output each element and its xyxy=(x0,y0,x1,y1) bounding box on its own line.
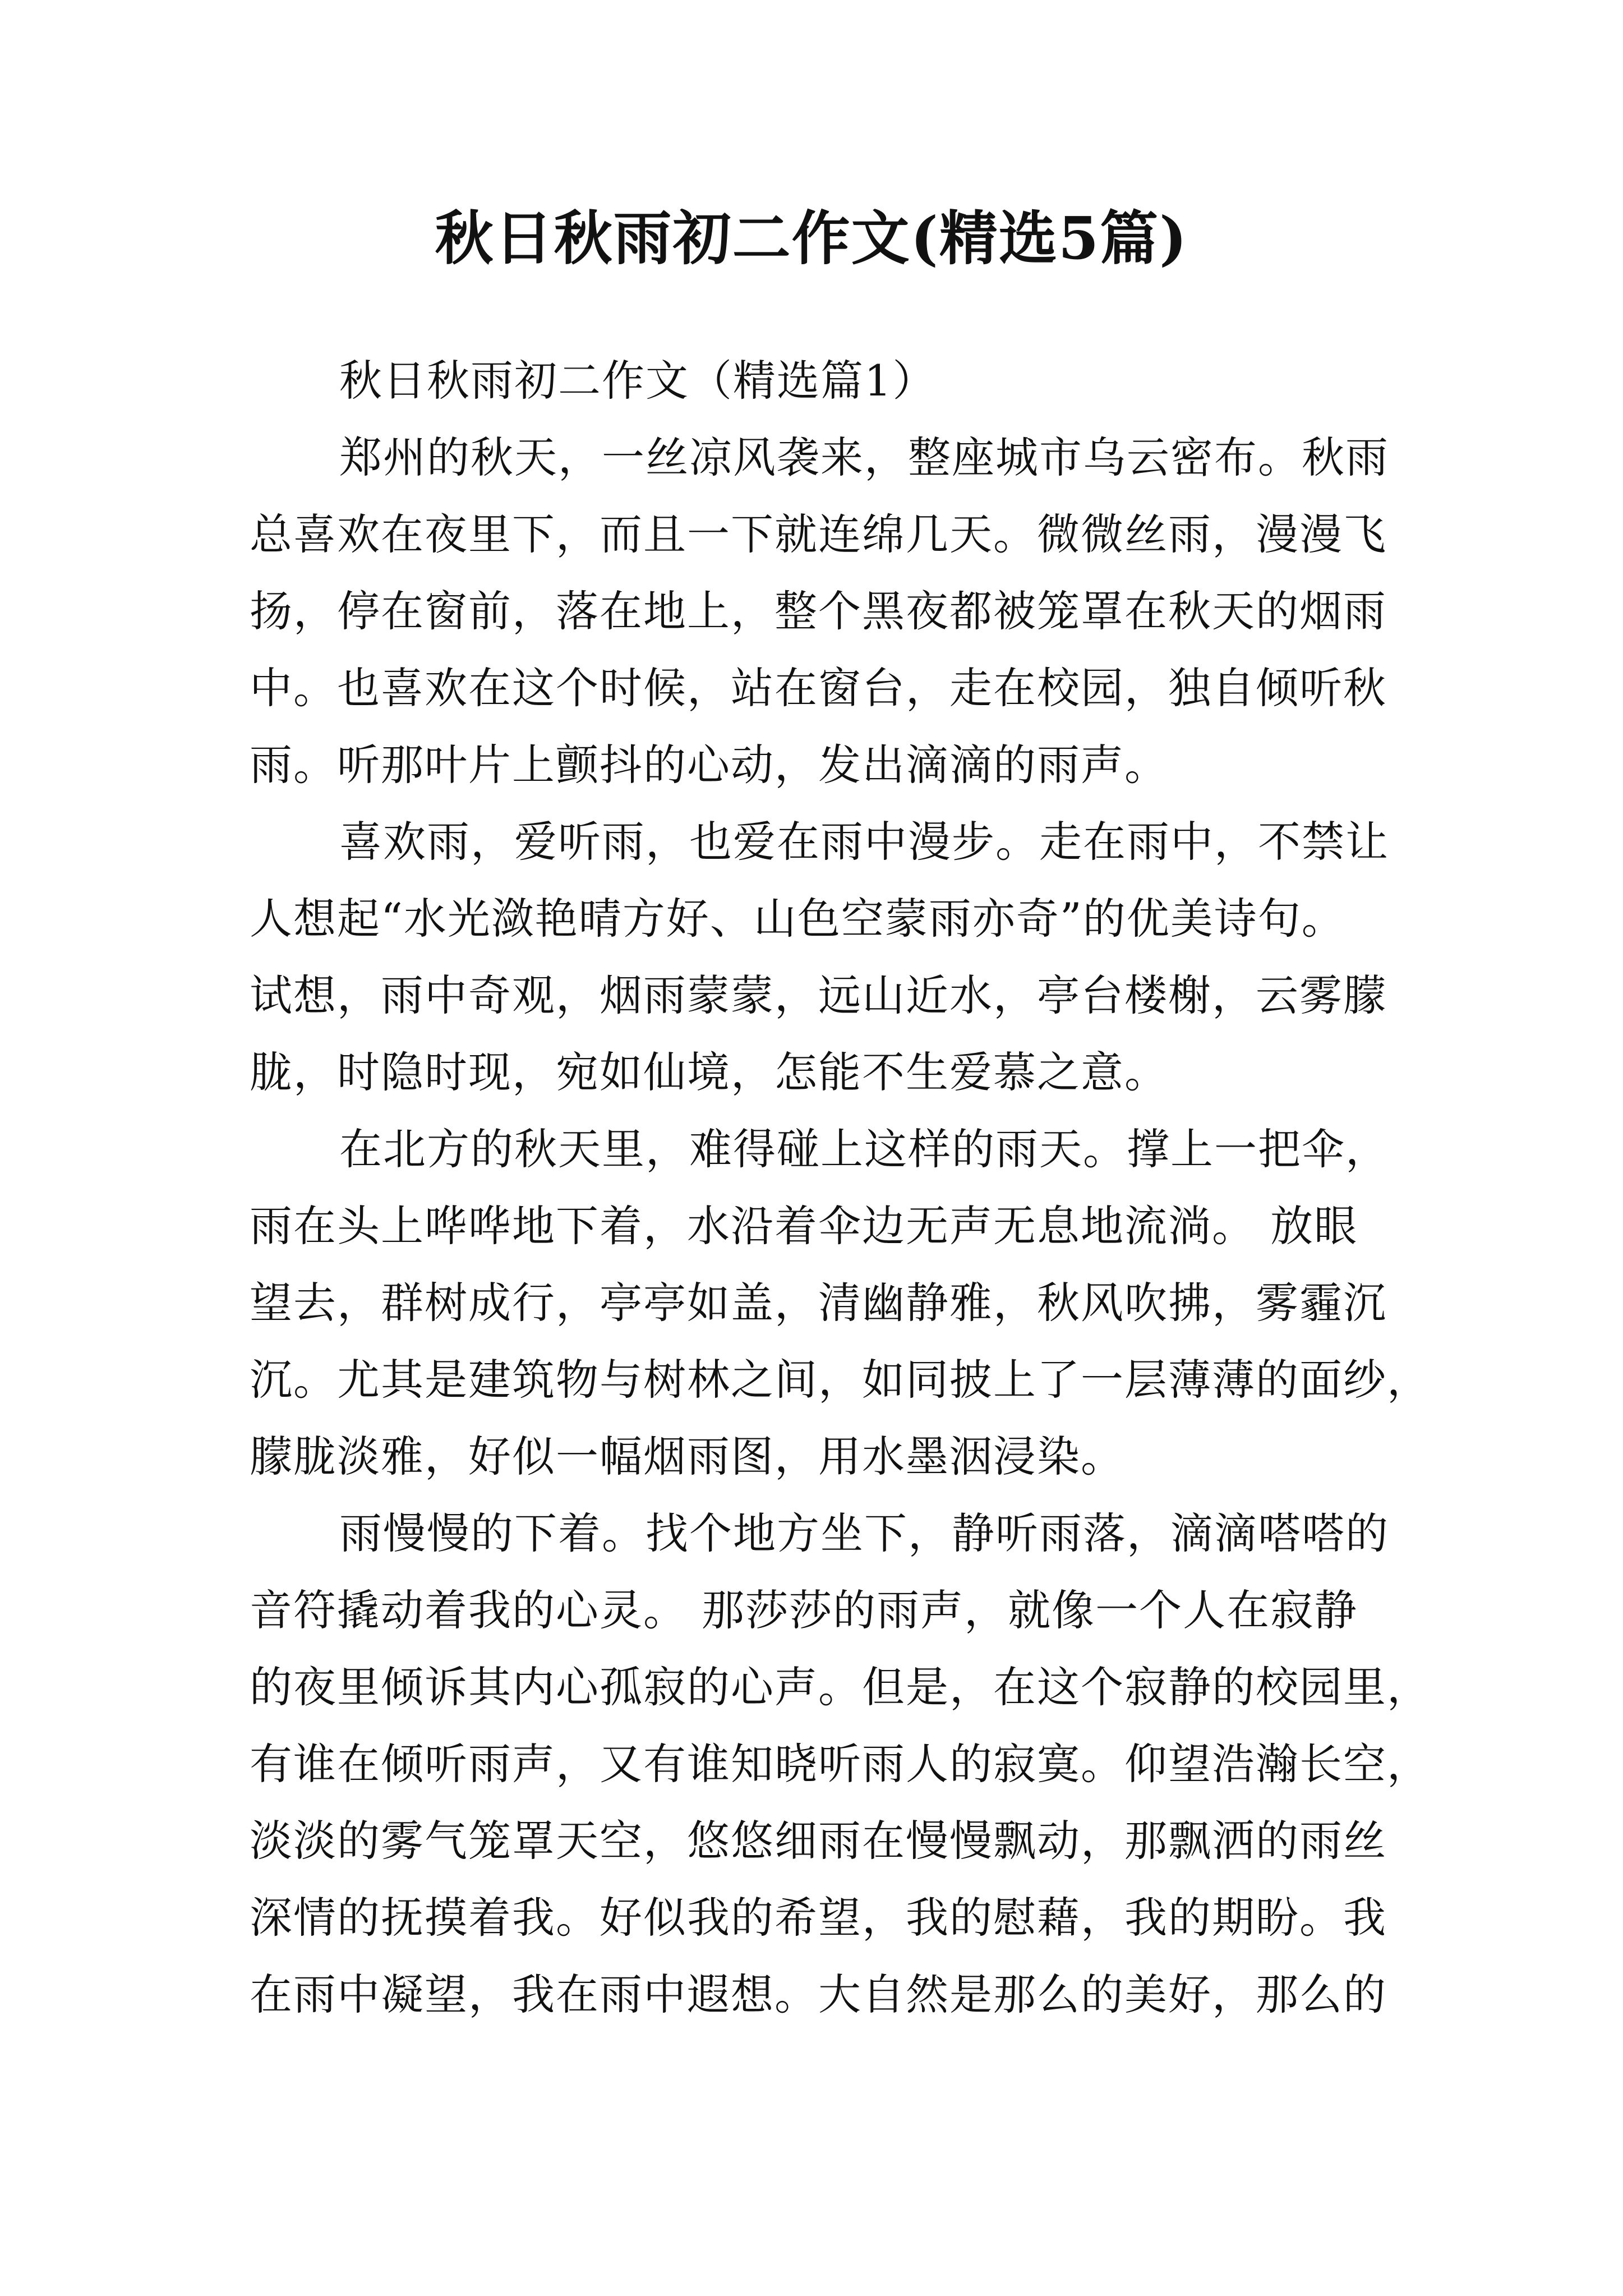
document-body xyxy=(250,342,1431,2033)
text-line: 人想起“水光潋艳晴方好、山色空蒙雨亦奇”的优美诗句。 xyxy=(250,894,1345,944)
text-line: 总喜欢在夜里下，而且一下就连绵几天。微微丝雨，漫漫飞 xyxy=(250,509,1387,559)
text-line: 雨慢慢的下着。找个地方坐下，静听雨落，滴滴嗒嗒的 xyxy=(339,1508,1389,1558)
text-line: 郑州的秋天，一丝凉风袭来，整座城市乌云密布。秋雨 xyxy=(339,432,1389,482)
text-line: 的夜里倾诉其内心孤寂的心声。但是，在这个寂静的校园里， xyxy=(250,1662,1431,1712)
text-line: 望去，群树成行，亭亭如盖，清幽静雅，秋风吹拂，雾霾沉 xyxy=(250,1278,1387,1328)
text-line: 朦胧淡雅，好似一幅烟雨图，用水墨洇浸染。 xyxy=(250,1432,1124,1481)
text-line: 雨。听那叶片上颤抖的心动，发出滴滴的雨声。 xyxy=(250,740,1168,790)
text-line: 在雨中凝望，我在雨中遐想。大自然是那么的美好，那么的 xyxy=(250,1970,1387,2019)
text-line: 试想，雨中奇观，烟雨蒙蒙，远山近水，亭台楼榭，云雾朦 xyxy=(250,970,1387,1020)
text-line: 喜欢雨，爱听雨，也爱在雨中漫步。走在雨中，不禁让 xyxy=(339,817,1389,867)
text-line: 胧，时隐时现，宛如仙境，怎能不生爱慕之意。 xyxy=(250,1047,1168,1097)
text-line: 中。也喜欢在这个时候，站在窗台，走在校园，独自倾听秋 xyxy=(250,663,1387,713)
document-title: 秋日秋雨初二作文(精选5篇) xyxy=(435,204,1188,273)
text-line: 雨在头上哗哗地下着，水沿着伞边无声无息地流淌。 放眼 xyxy=(250,1201,1358,1251)
text-line: 沉。尤其是建筑物与树林之间，如同披上了一层薄薄的面纱， xyxy=(250,1355,1431,1405)
text-line: 音符撬动着我的心灵。 那莎莎的雨声，就像一个人在寂静 xyxy=(250,1585,1358,1635)
text-line: 有谁在倾听雨声，又有谁知晓听雨人的寂寞。仰望浩瀚长空， xyxy=(250,1739,1431,1789)
text-line: 扬，停在窗前，落在地上，整个黑夜都被笼罩在秋天的烟雨 xyxy=(250,586,1387,636)
text-line: 深情的抚摸着我。好似我的希望，我的慰藉，我的期盼。我 xyxy=(250,1893,1387,1943)
text-line: 在北方的秋天里，难得碰上这样的雨天。撑上一把伞， xyxy=(339,1124,1389,1174)
text-line: 淡淡的雾气笼罩天空，悠悠细雨在慢慢飘动，那飘洒的雨丝 xyxy=(250,1816,1387,1866)
text-line: 秋日秋雨初二作文（精选篇1） xyxy=(339,356,937,406)
